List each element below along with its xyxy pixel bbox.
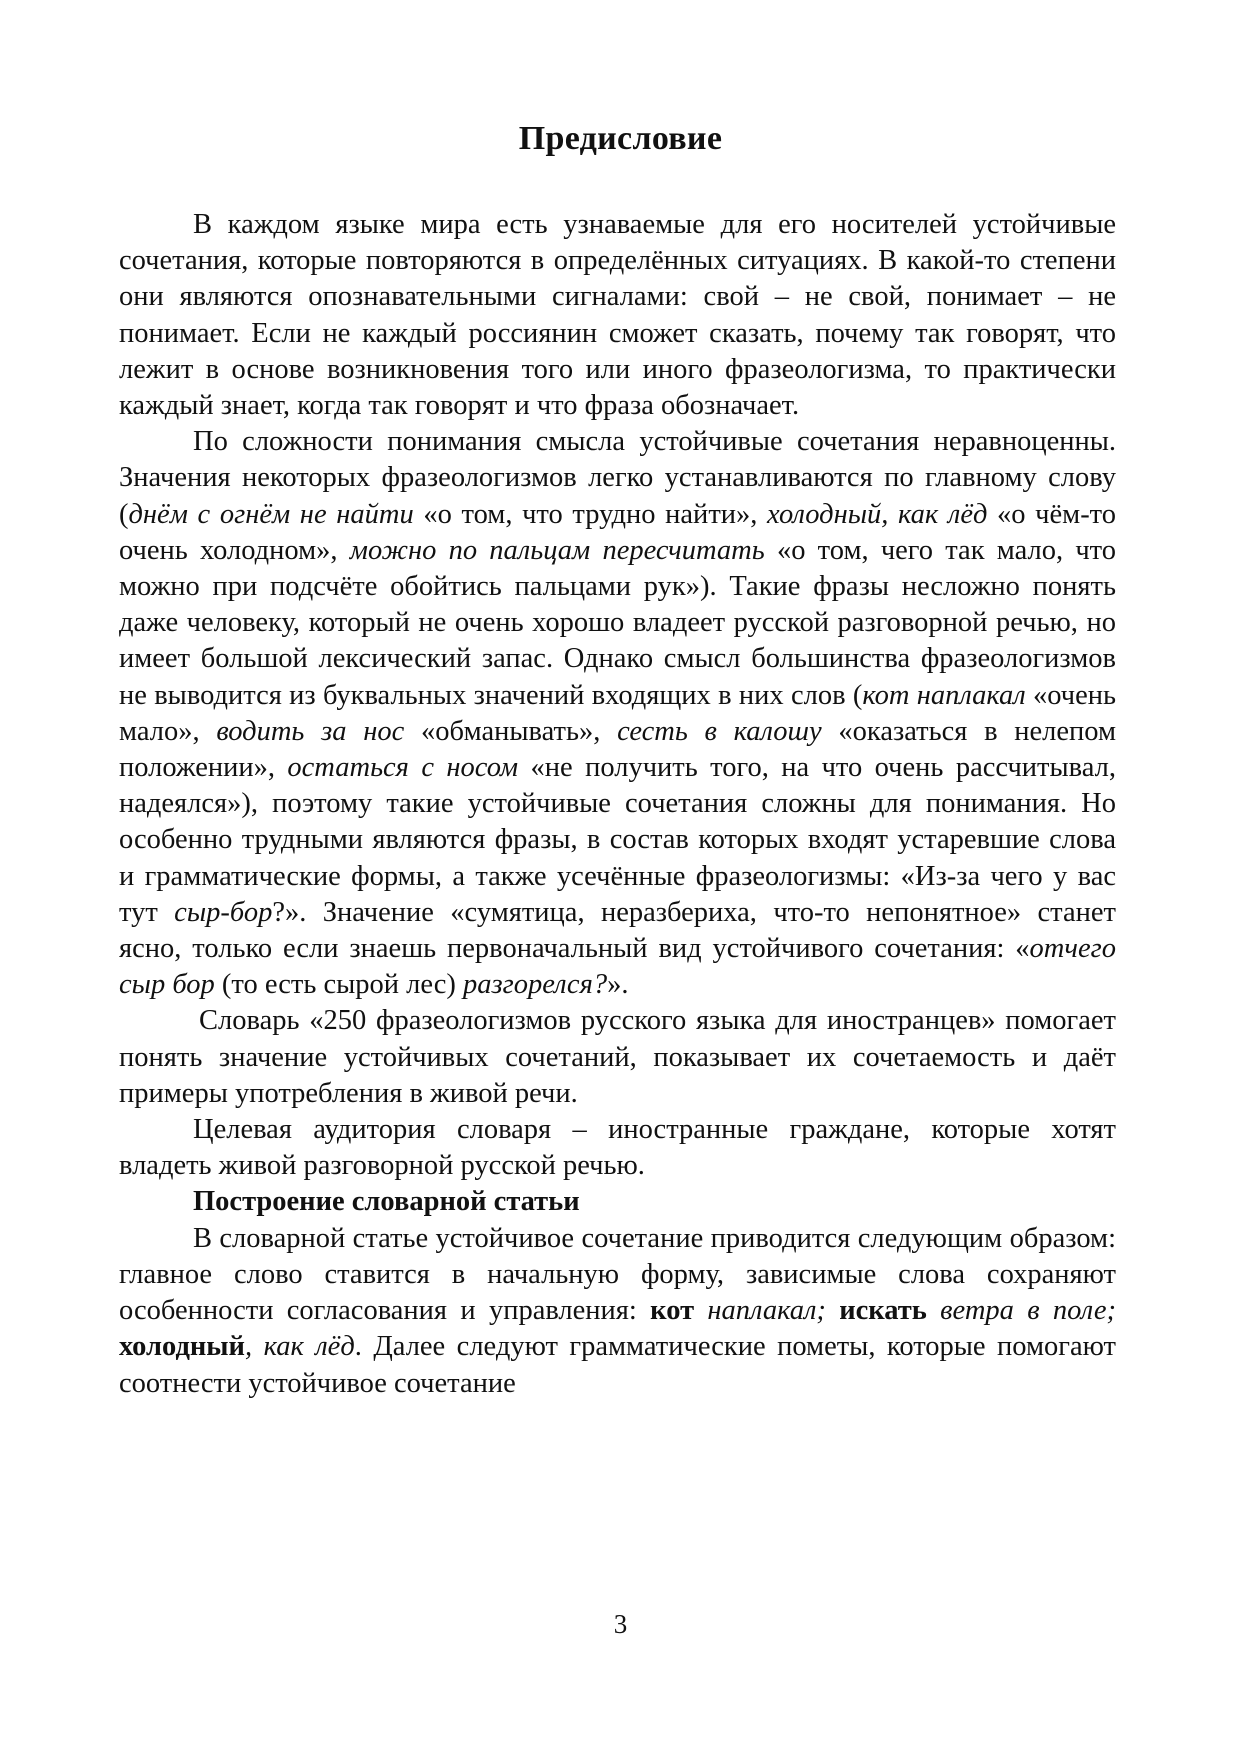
text-run: «не получить того, на что очень рассчитывал, надеялся»), поэтому такие устойчивые сочетания сложны для понимания. Но особенно трудными являются фразы, в состав которых входят устаревшие слова и грамматические формы, а также усечённые фразеологизмы: «Из-за чего у вас тут [119,752,1116,928]
paragraph-dictionary-purpose: Словарь «250 фразеологизмов русского языка для иностранцев» помогает понять значение устойчивых сочетаний, показывает их сочетаемость и даёт примеры употребления в живой речи. [119,1005,1116,1109]
text-run: «о чём-то очень холодном», [119,498,1117,566]
idiom-example: холодный, как лёд [767,498,988,530]
text-run: . Далее следуют грамматические пометы, которые помогают соотнести устойчивое сочетание [119,1331,1117,1399]
idiom-example: наплакал; [694,1295,840,1327]
text-run: ?». Значение «сумятица, неразбериха, что-то непонятное» станет ясно, только если знаешь первоначальный вид устойчивого сочетания: « [119,896,1116,965]
text-run: ». [607,969,629,1001]
headword: искать [839,1295,927,1327]
text-run: «оказаться в нелепом положении», [119,715,1117,784]
paragraph-intro: В каждом языке мира есть узнаваемые для его носителей устойчивые сочетания, которые повторяются в определённых ситуациях. В какой-то степени они являются опознавательными сигналами: свой – не свой, понимает – не понимает. Если не каждый россиянин сможет сказать, почему так говорят, что лежит в основе возникновения того или иного фразеологизма, то практически каждый знает, когда так говорят и что фраза обозначает. [119,209,1116,422]
text-run: По сложности понимания смысла устойчивые сочетания неравноценны. Значения некоторых фразеологизмов легко устанавливаются по главному слову ( [119,426,1116,530]
idiom-example: ветра в поле; [926,1295,1116,1327]
idiom-example: сыр-бор [174,896,273,928]
text-run: «очень мало», [119,679,1117,747]
text-run: «обманывать», [404,715,618,747]
idiom-example: сесть в калошу [617,715,822,747]
text-run: «о том, чего так мало, что можно при подсчёте обойтись пальцами рук»). Такие фразы несложно понять даже человеку, который не очень хорошо владеет русской разговорной речью, но имеет большой лексический запас. Однако смысл большинства фразеологизмов не выводится из буквальных значений входящих в них слов ( [119,534,1116,711]
page-number: 3 [613,1609,628,1639]
idiom-example: отчего сыр бор [119,933,1116,1001]
section-heading: Построение словарной статьи [193,1186,580,1218]
idiom-example: остаться с носом [287,752,519,784]
idiom-example: разгорелся? [462,969,608,1001]
idiom-example: днём с огнём не найти [128,498,414,530]
idiom-example: водить за нос [216,715,405,747]
idiom-example: можно по пальцам пересчитать [349,534,765,566]
paragraph-audience: Целевая аудитория словаря – иностранные граждане, которые хотят владеть живой разговорной русской речью. [119,1114,1116,1182]
paragraph-entry-structure [119,1221,1116,1402]
idiom-example: кот наплакал [862,679,1026,711]
text-run: «о том, что трудно найти», [413,498,768,530]
text-run: (то есть сырой лес) [214,969,463,1001]
headword: холодный [119,1331,245,1363]
paragraph-complexity [119,424,1116,1003]
body-text [119,207,1116,1402]
page-title: Предисловие [518,120,723,157]
headword: кот [650,1295,695,1327]
idiom-example: , как лёд [244,1331,355,1363]
text-run: В словарной статье устойчивое сочетание приводится следующим образом: главное слово ставится в начальную форму, зависимые слова сохраняют особенности согласования и управления: [119,1222,1116,1327]
